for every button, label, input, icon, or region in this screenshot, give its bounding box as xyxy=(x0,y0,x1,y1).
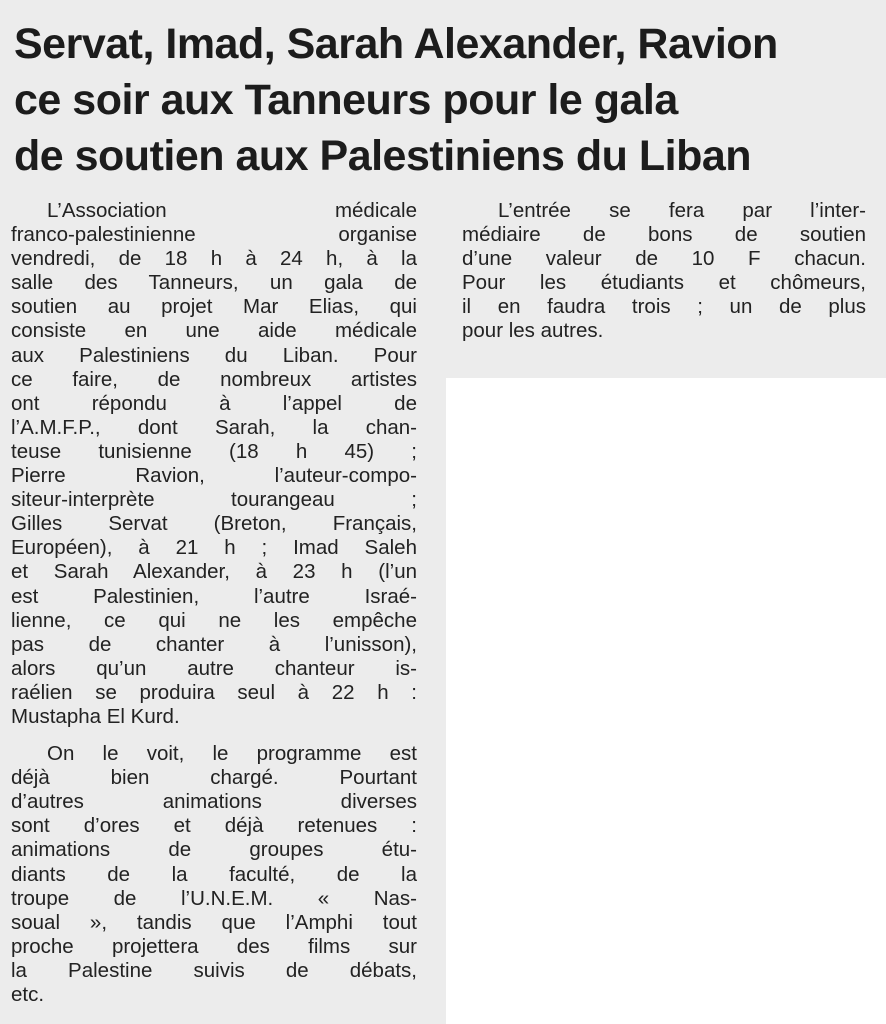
text-line: On le voit, le programme est xyxy=(47,742,417,766)
text-line: d’une valeur de 10 F chacun. xyxy=(462,247,866,271)
text-line: Pierre Ravion, l’auteur-compo- xyxy=(11,464,417,488)
text-line: et Sarah Alexander, à 23 h (l’un xyxy=(11,560,417,584)
text-line: médiaire de bons de soutien xyxy=(462,223,866,247)
text-line: l’A.M.F.P., dont Sarah, la chan- xyxy=(11,415,417,439)
text-line: alors qu’un autre chanteur is- xyxy=(11,656,417,680)
text-line: déjà bien chargé. Pourtant xyxy=(11,766,417,790)
text-line: animations de groupes étu- xyxy=(11,838,417,862)
text-line: ont répondu à l’appel de xyxy=(11,391,417,415)
text-line: raélien se produira seul à 22 h : xyxy=(11,680,417,704)
text-line: est Palestinien, l’autre Israé- xyxy=(11,584,417,608)
text-line: Pour les étudiants et chômeurs, xyxy=(462,271,866,295)
text-line: etc. xyxy=(11,983,45,1006)
text-line: pour les autres. xyxy=(462,319,604,343)
text-line: d’autres animations diverses xyxy=(11,790,417,814)
text-line: soutien au projet Mar Elias, qui xyxy=(11,295,417,319)
headline-line: Servat, Imad, Sarah Alexander, Ravion xyxy=(14,20,778,68)
text-line: L’Association médicale xyxy=(47,199,417,222)
text-line: troupe de l’U.N.E.M. « Nas- xyxy=(11,886,417,910)
text-line: soual », tandis que l’Amphi tout xyxy=(11,910,417,934)
text-line: sont d’ores et déjà retenues : xyxy=(11,814,417,838)
text-line: la Palestine suivis de débats, xyxy=(11,958,417,982)
text-line: lienne, ce qui ne les empêche xyxy=(11,608,417,632)
text-line: vendredi, de 18 h à 24 h, à la xyxy=(11,247,417,271)
text-line: teuse tunisienne (18 h 45) ; xyxy=(11,439,417,463)
text-line: Mustapha El Kurd. xyxy=(11,704,180,728)
text-line: L’entrée se fera par l’inter- xyxy=(498,199,866,222)
article-left-column xyxy=(11,199,417,1007)
paragraph-2 xyxy=(11,742,417,1007)
headline-line: ce soir aux Tanneurs pour le gala xyxy=(14,76,678,124)
text-line: il en faudra trois ; un de plus xyxy=(462,295,866,319)
text-line: consiste en une aide médicale xyxy=(11,319,417,343)
text-line: aux Palestiniens du Liban. Pour xyxy=(11,343,417,367)
article-right-column xyxy=(462,199,866,344)
text-line: Gilles Servat (Breton, Français, xyxy=(11,512,417,536)
text-line: Européen), à 21 h ; Imad Saleh xyxy=(11,536,417,560)
text-line: proche projettera des films sur xyxy=(11,934,417,958)
text-line: salle des Tanneurs, un gala de xyxy=(11,271,417,295)
paragraph-1 xyxy=(11,199,417,729)
paragraph-1 xyxy=(462,199,866,344)
text-line: diants de la faculté, de la xyxy=(11,862,417,886)
text-line: pas de chanter à l’unisson), xyxy=(11,632,417,656)
headline-line: de soutien aux Palestiniens du Liban xyxy=(14,132,752,180)
text-line: siteur-interprète tourangeau ; xyxy=(11,488,417,512)
text-line: ce faire, de nombreux artistes xyxy=(11,367,417,391)
article-headline xyxy=(14,16,874,184)
paragraph-gap xyxy=(11,729,417,742)
text-line: franco-palestinienne organise xyxy=(11,223,417,247)
